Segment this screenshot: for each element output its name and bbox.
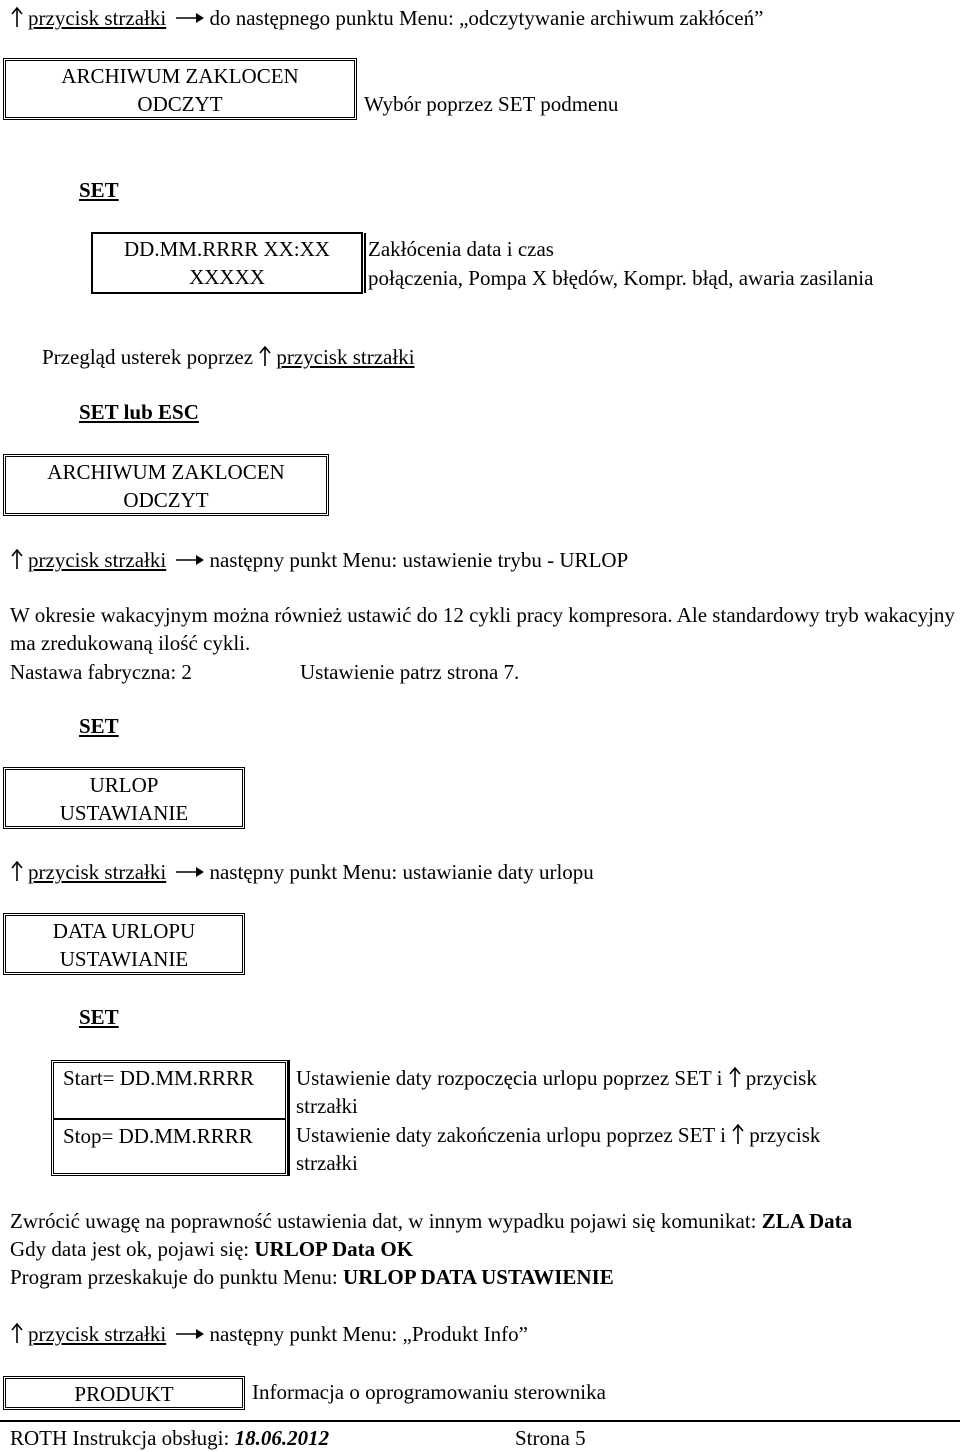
next-menu-label: następny punkt Menu: [209, 860, 398, 884]
lcd-line-1: PRODUKT [74, 1382, 174, 1406]
lcd-line-1: ARCHIWUM ZAKLOCEN [61, 64, 299, 88]
lcd-produkt [3, 1376, 245, 1410]
nav-line-archive [10, 4, 763, 32]
up-arrow-icon [10, 548, 24, 570]
fault-desc-line-2: połączenia, Pompa X błędów, Kompr. błąd, awaria zasilania [368, 266, 874, 290]
see-page-note: Ustawienie patrz strona 7. [300, 660, 520, 684]
review-link[interactable]: przycisk strzałki [276, 345, 415, 369]
stop-date-field: Stop= DD.MM.RRRR [63, 1124, 253, 1148]
nav-line-text: ustawienie trybu - URLOP [402, 548, 629, 572]
right-arrow-icon [175, 11, 205, 25]
page-footer [10, 1424, 586, 1452]
up-arrow-icon [258, 345, 272, 367]
menu-urlop-data-ustawienie: URLOP DATA USTAWIENIE [343, 1265, 614, 1289]
footer-date: 18.06.2012 [234, 1426, 330, 1450]
lcd-line-1: URLOP [89, 773, 159, 797]
divider [288, 1060, 290, 1176]
start-date-field: Start= DD.MM.RRRR [63, 1066, 254, 1090]
note-jump [10, 1263, 614, 1291]
lcd-fault-record [91, 232, 363, 294]
start-desc-line-2: strzałki [296, 1094, 358, 1118]
nav-line-produkt [10, 1320, 528, 1348]
lcd-urlop-ustawianie [3, 767, 245, 829]
nav-link[interactable]: przycisk strzałki [28, 548, 167, 572]
nav-line-text: „Produkt Info” [402, 1322, 528, 1346]
fault-desc-line-1: Zakłócenia data i czas [368, 237, 554, 261]
lcd-line-1: DD.MM.RRRR XX:XX [124, 237, 330, 261]
stop-desc-line-2: strzałki [296, 1151, 358, 1175]
up-arrow-icon [10, 860, 24, 882]
start-desc-button: przycisk [745, 1066, 817, 1090]
footer-rule [0, 1420, 960, 1422]
up-arrow-icon [731, 1123, 745, 1145]
stop-desc-text: Ustawienie daty zakończenia urlopu poprzez SET i [296, 1123, 726, 1147]
message-zla-data: ZLA Data [761, 1209, 853, 1233]
lcd-start-stop-dates [51, 1060, 288, 1176]
stop-desc-line [296, 1121, 820, 1149]
note-text: Gdy data jest ok, pojawi się: [10, 1237, 250, 1261]
lcd-line-2: ODCZYT [137, 92, 223, 116]
up-arrow-icon [728, 1066, 742, 1088]
stop-desc-button: przycisk [749, 1123, 821, 1147]
up-arrow-icon [10, 1322, 24, 1344]
lcd-data-urlopu [3, 913, 245, 975]
set-key-label: SET [79, 178, 119, 202]
set-or-esc-label: SET lub ESC [79, 400, 199, 424]
right-arrow-icon [175, 865, 205, 879]
footer-title: ROTH Instrukcja obsługi: [10, 1426, 230, 1450]
nav-line-data-urlopu [10, 858, 594, 886]
nav-line-text: ustawianie daty urlopu [402, 860, 594, 884]
nav-link[interactable]: przycisk strzałki [28, 860, 167, 884]
divider [364, 233, 366, 293]
right-arrow-icon [175, 553, 205, 567]
nav-line-text: do następnego punktu Menu: „odczytywanie archiwum zakłóceń” [209, 6, 764, 30]
produkt-description: Informacja o oprogramowaniu sterownika [252, 1380, 606, 1404]
note-text: Program przeskakuje do punktu Menu: [10, 1265, 338, 1289]
lcd-description: Wybór poprzez SET podmenu [364, 92, 619, 116]
lcd-line-1: ARCHIWUM ZAKLOCEN [47, 460, 285, 484]
lcd-line-2: USTAWIANIE [59, 801, 189, 825]
note-wrong-date [10, 1207, 852, 1235]
start-desc-text: Ustawienie daty rozpoczęcia urlopu poprzez SET i [296, 1066, 723, 1090]
factory-setting: Nastawa fabryczna: 2 [10, 660, 192, 684]
set-key-label: SET [79, 1005, 119, 1029]
nav-line-urlop [10, 546, 628, 574]
page-number: Strona 5 [515, 1426, 586, 1450]
next-menu-label: następny punkt Menu: [209, 548, 398, 572]
nav-link[interactable]: przycisk strzałki [28, 1322, 167, 1346]
nav-link[interactable]: przycisk strzałki [28, 6, 167, 30]
lcd-archiwum-odczyt-2 [3, 454, 329, 516]
note-text: Zwrócić uwagę na poprawność ustawienia dat, w innym wypadku pojawi się komunikat: [10, 1209, 757, 1233]
review-prefix: Przegląd usterek poprzez [42, 345, 254, 369]
note-date-ok [10, 1235, 413, 1263]
next-menu-label: następny punkt Menu: [209, 1322, 398, 1346]
lcd-line-1: DATA URLOPU [52, 919, 196, 943]
message-urlop-data-ok: URLOP Data OK [254, 1237, 414, 1261]
lcd-archiwum-odczyt [3, 58, 357, 120]
holiday-paragraph: W okresie wakacyjnym można również ustawić do 12 cykli pracy kompresora. Ale standardowy tryb wakacyjny ma zredukowaną ilość cykli. [10, 603, 955, 655]
set-key-label: SET [79, 714, 119, 738]
start-desc-line [296, 1064, 817, 1092]
lcd-line-2: XXXXX [189, 265, 265, 289]
up-arrow-icon [10, 6, 24, 28]
lcd-line-2: ODCZYT [123, 488, 209, 512]
review-line [42, 343, 415, 371]
lcd-line-2: USTAWIANIE [59, 947, 189, 971]
right-arrow-icon [175, 1327, 205, 1341]
divider [54, 1118, 285, 1120]
